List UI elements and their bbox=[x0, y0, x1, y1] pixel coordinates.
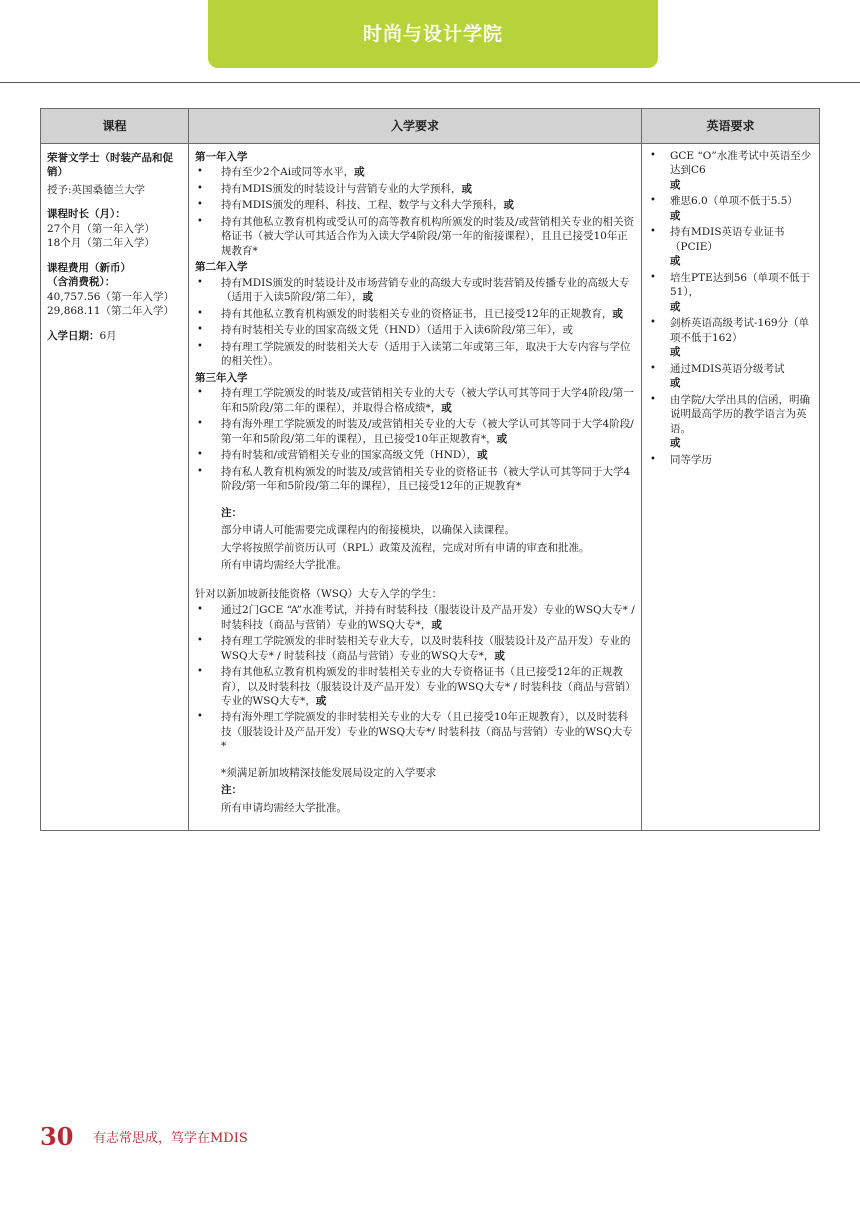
note-line: 所有申请均需经大学批准。 bbox=[221, 559, 347, 572]
list-item-text: 持有至少2个Ai或同等水平， bbox=[221, 166, 355, 179]
list-item bbox=[648, 194, 813, 208]
bullet-icon: • bbox=[650, 271, 656, 283]
bullet-icon: • bbox=[197, 324, 203, 336]
list-item-text: GCE “O”水准考试中英语至少达到C6 bbox=[670, 150, 812, 177]
bullet-icon: • bbox=[197, 635, 203, 647]
list-item bbox=[195, 198, 635, 212]
list-item bbox=[195, 465, 635, 494]
fee-year1: 40,757.56（第一年入学） bbox=[47, 290, 174, 303]
year3-list bbox=[195, 386, 635, 493]
list-item-text: 剑桥英语高级考试-169分（单项不低于162） bbox=[670, 317, 810, 344]
note-line: 大学将按照学前资历认可（RPL）政策及流程，完成对所有申请的审查和批准。 bbox=[221, 541, 590, 554]
wsq-footnote: *须满足新加坡精深技能发展局设定的入学要求 bbox=[221, 766, 437, 779]
header-entry-requirements: 入学要求 bbox=[189, 109, 642, 144]
list-item-text: 雅思6.0（单项不低于5.5） bbox=[670, 195, 798, 208]
bullet-icon: • bbox=[197, 666, 203, 678]
header-divider bbox=[0, 82, 860, 83]
note-line: 所有申请均需经大学批准。 bbox=[221, 801, 347, 814]
list-item bbox=[195, 215, 635, 258]
list-item bbox=[195, 448, 635, 462]
list-item bbox=[195, 417, 635, 446]
list-item-text: 持有理工学院颁发的时装相关大专（适用于入读第二年或第三年，取决于大专内容与学位的相关性）。 bbox=[221, 340, 631, 368]
footer-slogan: 有志常思成，笃学在MDIS bbox=[93, 1131, 248, 1146]
list-item-text: 持有理工学院颁发的时装及/或营销相关专业的大专（被大学认可其等同于大学4阶段/第一年和5阶段/第二年的课程），并取得合格成绩*， bbox=[221, 387, 634, 414]
list-item bbox=[195, 386, 635, 415]
list-item-text: 由学院/大学出具的信函，明确说明最高学历的教学语言为英语。 bbox=[670, 393, 811, 435]
or-label: 或 bbox=[461, 182, 473, 195]
duration-year2: 18个月（第二年入学） bbox=[47, 237, 155, 250]
course-awarded-by: 授予:英国桑德兰大学 bbox=[47, 183, 146, 196]
requirements-table bbox=[40, 108, 820, 831]
bullet-icon: • bbox=[197, 387, 203, 399]
note-label: 注： bbox=[221, 784, 242, 797]
list-item bbox=[195, 710, 635, 753]
wsq-note-block bbox=[195, 766, 635, 815]
or-label: 或 bbox=[315, 694, 327, 707]
list-item bbox=[195, 340, 635, 369]
list-item-text: 同等学历 bbox=[670, 453, 712, 466]
year2-list bbox=[195, 276, 635, 369]
header-english-requirements: 英语要求 bbox=[642, 109, 820, 144]
list-item-text: 持有私人教育机构颁发的时装及/或营销相关专业的资格证书（被大学认可其等同于大学4阶段/第一年和5阶段/第二年的课程），且已接受12年的正规教育* bbox=[221, 465, 631, 493]
or-label: 或 bbox=[670, 346, 681, 359]
fee-year2: 29,868.11（第二年入学） bbox=[47, 305, 174, 318]
wsq-list bbox=[195, 603, 635, 754]
intake-date bbox=[47, 329, 182, 343]
bullet-icon: • bbox=[650, 317, 656, 329]
list-item-text: 持有MDIS英语专业证书（PCIE） bbox=[670, 226, 785, 253]
list-item-text: 持有MDIS颁发的理科、科技、工程、数学与文科大学预科， bbox=[221, 199, 504, 212]
list-item-text: 培生PTE达到56（单项不低于51）， bbox=[670, 271, 811, 299]
list-item-text: 持有理工学院颁发的非时装相关专业大专，以及时装科技（服装设计及产品开发）专业的WSQ大专* / 时装科技（商品与营销）专业的WSQ大专*， bbox=[221, 635, 631, 662]
header-banner bbox=[208, 0, 658, 68]
or-label: 或 bbox=[612, 307, 623, 320]
note-label: 注： bbox=[221, 506, 242, 519]
bullet-icon: • bbox=[197, 711, 203, 723]
list-item-text: 持有其他私立教育机构或受认可的高等教育机构所颁发的时装及/或营销相关专业的相关资格证书（被大学认可其适合作为入读大学4阶段/第一年的衔接课程），且且已接受10年正规教育* bbox=[221, 215, 635, 257]
list-item bbox=[648, 316, 813, 345]
bullet-icon: • bbox=[197, 465, 203, 477]
list-item bbox=[195, 634, 635, 663]
year1-list bbox=[195, 165, 635, 258]
bullet-icon: • bbox=[197, 215, 203, 227]
table-row bbox=[41, 144, 820, 831]
list-item-text: 持有海外理工学院颁发的时装及/或营销相关专业的大专（被大学认可其等同于大学4阶段/第一年和5阶段/第二年的课程），且已接受10年正规教育*， bbox=[221, 418, 634, 445]
list-item-text: 持有其他私立教育机构颁发的时装相关专业的资格证书，且已接受12年的正规教育， bbox=[221, 307, 613, 320]
intake-label: 入学日期： bbox=[47, 329, 100, 342]
english-requirements-cell bbox=[642, 144, 820, 831]
bullet-icon: • bbox=[197, 166, 203, 178]
list-item-text: 持有时装相关专业的国家高级文凭（HND）（适用于入读6阶段/第三年），或 bbox=[221, 324, 573, 337]
table-header-row bbox=[41, 109, 820, 144]
list-item bbox=[648, 393, 813, 436]
list-item-text: 持有海外理工学院颁发的非时装相关专业的大专（且已接受10年正规教育），以及时装科技（服装设计及产品开发）专业的WSQ大专*/ 时装科技（商品与营销）专业的WSQ大专* bbox=[221, 711, 633, 753]
year2-title: 第二年入学 bbox=[195, 261, 248, 274]
or-label: 或 bbox=[431, 618, 442, 631]
or-label: 或 bbox=[441, 401, 452, 414]
list-item bbox=[195, 665, 635, 708]
bullet-icon: • bbox=[650, 150, 656, 161]
intake-value: 6月 bbox=[99, 329, 117, 342]
or-label: 或 bbox=[496, 432, 508, 445]
list-item bbox=[195, 182, 635, 196]
list-item bbox=[195, 323, 635, 337]
list-item bbox=[195, 165, 635, 179]
wsq-intro: 针对以新加坡新技能资格（WSQ）大专入学的学生： bbox=[195, 587, 443, 600]
or-label: 或 bbox=[362, 291, 373, 304]
or-label: 或 bbox=[670, 300, 681, 313]
list-item bbox=[648, 271, 813, 300]
bullet-icon: • bbox=[650, 362, 656, 374]
fee-label: 课程费用（新币） bbox=[47, 261, 131, 274]
bullet-icon: • bbox=[650, 195, 656, 207]
bullet-icon: • bbox=[197, 340, 203, 352]
note-block bbox=[195, 506, 635, 573]
or-label: 或 bbox=[670, 377, 681, 390]
page-title: 时尚与设计学院 bbox=[362, 22, 503, 45]
bullet-icon: • bbox=[197, 199, 203, 211]
list-item-text: 通过MDIS英语分级考试 bbox=[670, 362, 785, 375]
or-label: 或 bbox=[670, 437, 681, 450]
or-label: 或 bbox=[670, 255, 681, 268]
bullet-icon: • bbox=[650, 226, 656, 238]
fee-label-gst: （含消费税）： bbox=[47, 276, 116, 289]
or-label: 或 bbox=[477, 449, 488, 462]
course-cell bbox=[41, 144, 189, 831]
list-item bbox=[648, 149, 813, 178]
or-label: 或 bbox=[494, 649, 505, 662]
bullet-icon: • bbox=[197, 307, 203, 319]
or-label: 或 bbox=[503, 199, 515, 212]
entry-requirements-cell bbox=[189, 144, 642, 831]
list-item bbox=[195, 603, 635, 632]
page-number: 30 bbox=[40, 1122, 74, 1151]
bullet-icon: • bbox=[197, 182, 203, 194]
list-item-text: 持有其他私立教育机构颁发的非时装相关专业的大专资格证书（且已接受12年的正规教育），以及时装科技（服装设计及产品开发）专业的WSQ大专* / 时装科技（商品与营销）专业的WSQ大专*， bbox=[221, 666, 631, 707]
course-title: 荣誉文学士（时装产品和促销） bbox=[47, 152, 173, 179]
year1-title: 第一年入学 bbox=[195, 151, 248, 163]
english-list bbox=[648, 149, 813, 467]
or-label: 或 bbox=[670, 209, 681, 222]
or-label: 或 bbox=[670, 178, 681, 191]
list-item bbox=[195, 276, 635, 305]
bullet-icon: • bbox=[197, 449, 203, 461]
bullet-icon: • bbox=[650, 453, 656, 465]
bullet-icon: • bbox=[650, 393, 656, 405]
or-label: 或 bbox=[354, 166, 365, 179]
bullet-icon: • bbox=[197, 604, 203, 616]
note-line: 部分申请人可能需要完成课程内的衔接模块，以确保入读课程。 bbox=[221, 524, 515, 537]
year3-title: 第三年入学 bbox=[195, 371, 248, 384]
list-item-text: 持有MDIS颁发的时装设计与营销专业的大学预科， bbox=[221, 182, 462, 195]
list-item-text: 持有MDIS颁发的时装设计及市场营销专业的高级大专或时装营销及传播专业的高级大专（适用于入读5阶段/第二年）， bbox=[221, 276, 630, 304]
duration-year1: 27个月（第一年入学） bbox=[47, 222, 155, 235]
list-item-text: 通过2门GCE “A”水准考试，并持有时装科技（服装设计及产品开发）专业的WSQ大专* / 时装科技（商品与营销）专业的WSQ大专*， bbox=[221, 604, 635, 631]
bullet-icon: • bbox=[197, 276, 203, 288]
duration-label: 课程时长（月）： bbox=[47, 208, 126, 221]
list-item-text: 持有时装和/或营销相关专业的国家高级文凭（HND）， bbox=[221, 449, 478, 462]
list-item bbox=[195, 307, 635, 321]
header-course: 课程 bbox=[41, 109, 189, 144]
list-item bbox=[648, 453, 813, 467]
bullet-icon: • bbox=[197, 418, 203, 430]
list-item bbox=[648, 225, 813, 254]
list-item bbox=[648, 362, 813, 376]
